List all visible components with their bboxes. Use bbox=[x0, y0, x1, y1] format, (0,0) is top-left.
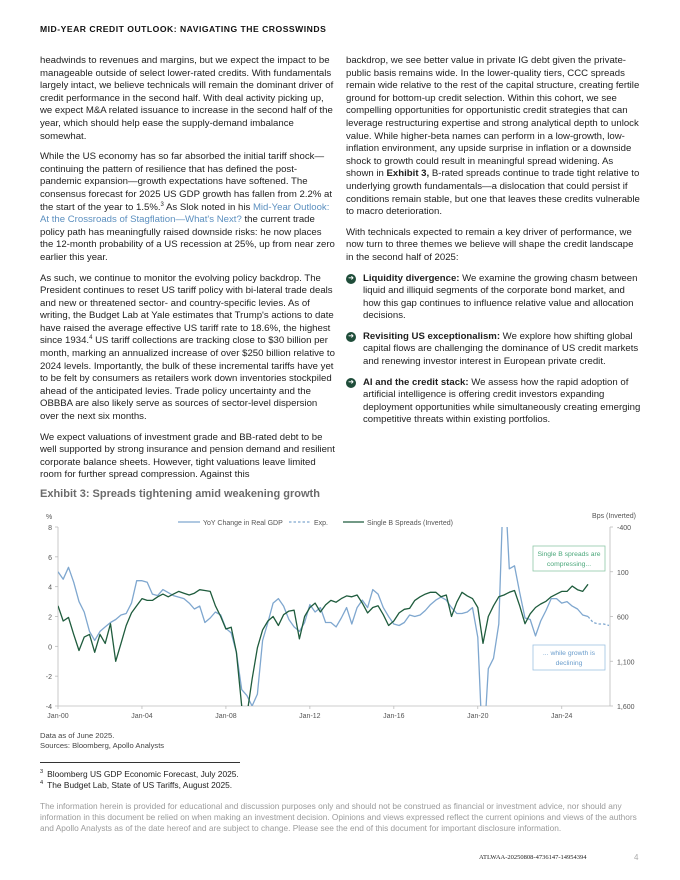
list-item bbox=[346, 273, 642, 323]
annotation-growth-line1: ... while growth is bbox=[542, 650, 596, 657]
footnote-divider bbox=[40, 762, 240, 763]
x-tick-label: Jan-00 bbox=[47, 713, 69, 720]
x-tick-label: Jan-08 bbox=[215, 713, 237, 720]
paragraph: With technicals expected to remain a key driver of performance, we now turn to three themes we believe will shape the credit landscape in the second half of 2025: bbox=[346, 226, 634, 263]
bullet-title: Revisiting US exceptionalism: bbox=[363, 330, 501, 342]
themes-list bbox=[346, 273, 642, 428]
left-tick-label: -4 bbox=[45, 704, 52, 711]
footnote bbox=[40, 769, 239, 780]
right-axis-title: Bps (Inverted) bbox=[592, 513, 636, 520]
arrow-icon: ➜ bbox=[346, 378, 356, 388]
spreads-vs-growth-chart bbox=[38, 508, 642, 722]
bullet-text: We assess how the rapid adoption of artificial intelligence is offering credit investors expanding deployment opportunities while simultaneously creating emerging competitive threats within existing portfolios. bbox=[363, 376, 641, 426]
text-run: the current trade policy path has meaningfully raised downside risks: he now places the 12-month probability of a US recession at 25%, up from near zero earlier this year. bbox=[40, 214, 335, 263]
text-run: As such, we continue to monitor the evolving policy backdrop. The President continues to reset US tariff policy with bi-lateral trade deals and new or threatened sector- and country-specific levies. As of writing, the Budget Lab at Yale estimates that Trump's actions to date have raised the average effective US tariff rate to 18.6%, the highest since 1934. bbox=[40, 272, 334, 347]
x-tick-label: Jan-16 bbox=[383, 713, 405, 720]
left-column bbox=[40, 55, 335, 490]
arrow-icon: ➜ bbox=[346, 274, 356, 284]
left-axis-title: % bbox=[46, 514, 53, 521]
legend-exp-label: Exp. bbox=[314, 520, 329, 527]
paragraph bbox=[40, 151, 335, 264]
bullet-text: We examine the growing chasm between liquid and illiquid segments of the corporate bond market, and how this gap continues to influence relative value and allocation decisions. bbox=[363, 272, 638, 322]
disclaimer: The information herein is provided for educational and discussion purposes only and should not be construed as financial or investment advice, nor should any information in this document be relied on when making an investment decision. Opinions and views expressed reflect the current opinions and views of the authors and Apollo Analysts as of the date hereof and are subject to change. Please see the end of this document for important disclosure information. bbox=[40, 801, 637, 833]
footnote-ref: 3 bbox=[160, 201, 164, 208]
footnote-text: Bloomberg US GDP Economic Forecast, July 2025. bbox=[47, 769, 239, 779]
text-run: B-rated spreads continue to trade tight relative to underlying growth fundamentals—a dislocation that could persist if conditions remain stable, but one that leaves these credits vulnerable to macro deterioration. bbox=[346, 168, 640, 218]
right-tick-label: 1,100 bbox=[617, 659, 635, 667]
x-tick-label: Jan-04 bbox=[131, 713, 153, 720]
left-tick-label: 0 bbox=[48, 644, 52, 652]
annotation-growth-line2: declining bbox=[555, 660, 583, 667]
left-tick-label: -2 bbox=[45, 674, 52, 682]
text-run: While the US economy has so far absorbed the initial tariff shock—continuing the pattern of resilience that has defined the post-pandemic expansion—growth expectations have softened. The consensus forecast for 2025 US GDP growth has fallen from 2.2% at the start of the year to 1.5%. bbox=[40, 151, 333, 213]
footnote-number: 3 bbox=[40, 769, 44, 776]
gdp-series-line bbox=[58, 508, 588, 722]
paragraph bbox=[346, 55, 642, 219]
footnote bbox=[40, 780, 239, 791]
bullet-text: We explore how shifting global capital flows are challenging the dominance of US credit markets and renewing investor interest in European private credit. bbox=[363, 330, 639, 368]
exhibit-ref: Exhibit 3, bbox=[386, 168, 430, 180]
text-run: US tariff collections are tracking close to $30 billion per month, marking an annualized increase of over $250 billion relative to 2024 levels. Importantly, the bulk of these incremental tariffs have yet to be felt by consumers as retailers work down inventories stockpiled ahead of the anticipated levies. Trade policy uncertainty and the OBBBA are also likely serve as sources of sector-level dispersion over the next six months. bbox=[40, 335, 335, 423]
footnote-number: 4 bbox=[40, 780, 44, 787]
text-run: backdrop, we see better value in private IG debt given the private-public basis remains wide. In the lower-quality tiers, CCC spreads remain wide relative to the rest of the capital structure, creating fertile ground for bottom-up credit selection. Within this cohort, we see compelling opportunities for opportunistic credit strategies that can leverage restructuring expertise and strong analytical depth to unlock value. While higher-beta names can perform in a low-growth, low-inflation environment, any upside surprise in inflation or a downside shock to growth could result in meaningful spread widening. As shown in bbox=[346, 55, 640, 180]
gdp-expected-series-line bbox=[588, 617, 609, 626]
document-id: ATLWAA-20250808-4736147-14954394 bbox=[479, 854, 587, 861]
left-tick-label: 4 bbox=[48, 584, 52, 592]
footnotes bbox=[40, 769, 239, 791]
x-tick-label: Jan-24 bbox=[551, 713, 573, 720]
paragraph: headwinds to revenues and margins, but we expect the impact to be manageable outside of select lower-rated credits. With fundamentals largely intact, we believe technicals will remain the dominant driver of credit performance in the second half. With deal activity picking up, we expect M&A related issuance to increase in the second half of the year, which should help ease the supply-demand imbalance somewhat. bbox=[40, 55, 334, 142]
paragraph bbox=[40, 273, 335, 424]
list-item bbox=[346, 377, 642, 427]
right-tick-label: 600 bbox=[617, 614, 629, 622]
sources-note: Sources: Bloomberg, Apollo Analysts bbox=[40, 741, 165, 750]
exhibit-notes bbox=[40, 731, 164, 751]
left-tick-label: 2 bbox=[48, 614, 52, 622]
footnote-text: The Budget Lab, State of US Tariffs, August 2025. bbox=[47, 780, 233, 790]
x-tick-label: Jan-12 bbox=[299, 713, 321, 720]
annotation-spreads-line1: Single B spreads are bbox=[537, 551, 601, 558]
page-number: 4 bbox=[634, 853, 639, 862]
single-b-spreads-series-line bbox=[58, 584, 588, 715]
exhibit-title: Exhibit 3: Spreads tightening amid weakening growth bbox=[40, 488, 320, 500]
bullet-title: Liquidity divergence: bbox=[363, 272, 460, 284]
left-tick-label: 6 bbox=[48, 554, 52, 562]
arrow-icon: ➜ bbox=[346, 332, 356, 342]
footnote-ref: 4 bbox=[89, 335, 93, 342]
x-tick-label: Jan-20 bbox=[467, 713, 489, 720]
text-run: As Slok noted in his bbox=[163, 201, 253, 213]
page-header: MID-YEAR CREDIT OUTLOOK: NAVIGATING THE CROSSWINDS bbox=[40, 24, 327, 34]
mid-year-outlook-link[interactable]: Mid-Year Outlook: At the Crossroads of Stagflation—What's Next? bbox=[40, 201, 330, 226]
right-column bbox=[346, 55, 642, 435]
data-date-note: Data as of June 2025. bbox=[40, 731, 115, 740]
bullet-title: AI and the credit stack: bbox=[363, 376, 469, 388]
right-tick-label: 100 bbox=[617, 569, 629, 577]
annotation-spreads-line2: compressing... bbox=[546, 561, 592, 568]
right-tick-label: 1,600 bbox=[617, 704, 635, 711]
right-tick-label: -400 bbox=[617, 525, 632, 532]
legend-gdp-label: YoY Change in Real GDP bbox=[203, 520, 283, 527]
list-item bbox=[346, 331, 642, 369]
legend-spreads-label: Single B Spreads (Inverted) bbox=[367, 520, 453, 527]
paragraph: We expect valuations of investment grade and BB-rated debt to be well supported by strong insurance and pension demand and resilient corporate balance sheets. However, tight valuations leave limited room for further spread compression. Against this bbox=[40, 431, 335, 481]
left-tick-label: 8 bbox=[48, 525, 52, 532]
